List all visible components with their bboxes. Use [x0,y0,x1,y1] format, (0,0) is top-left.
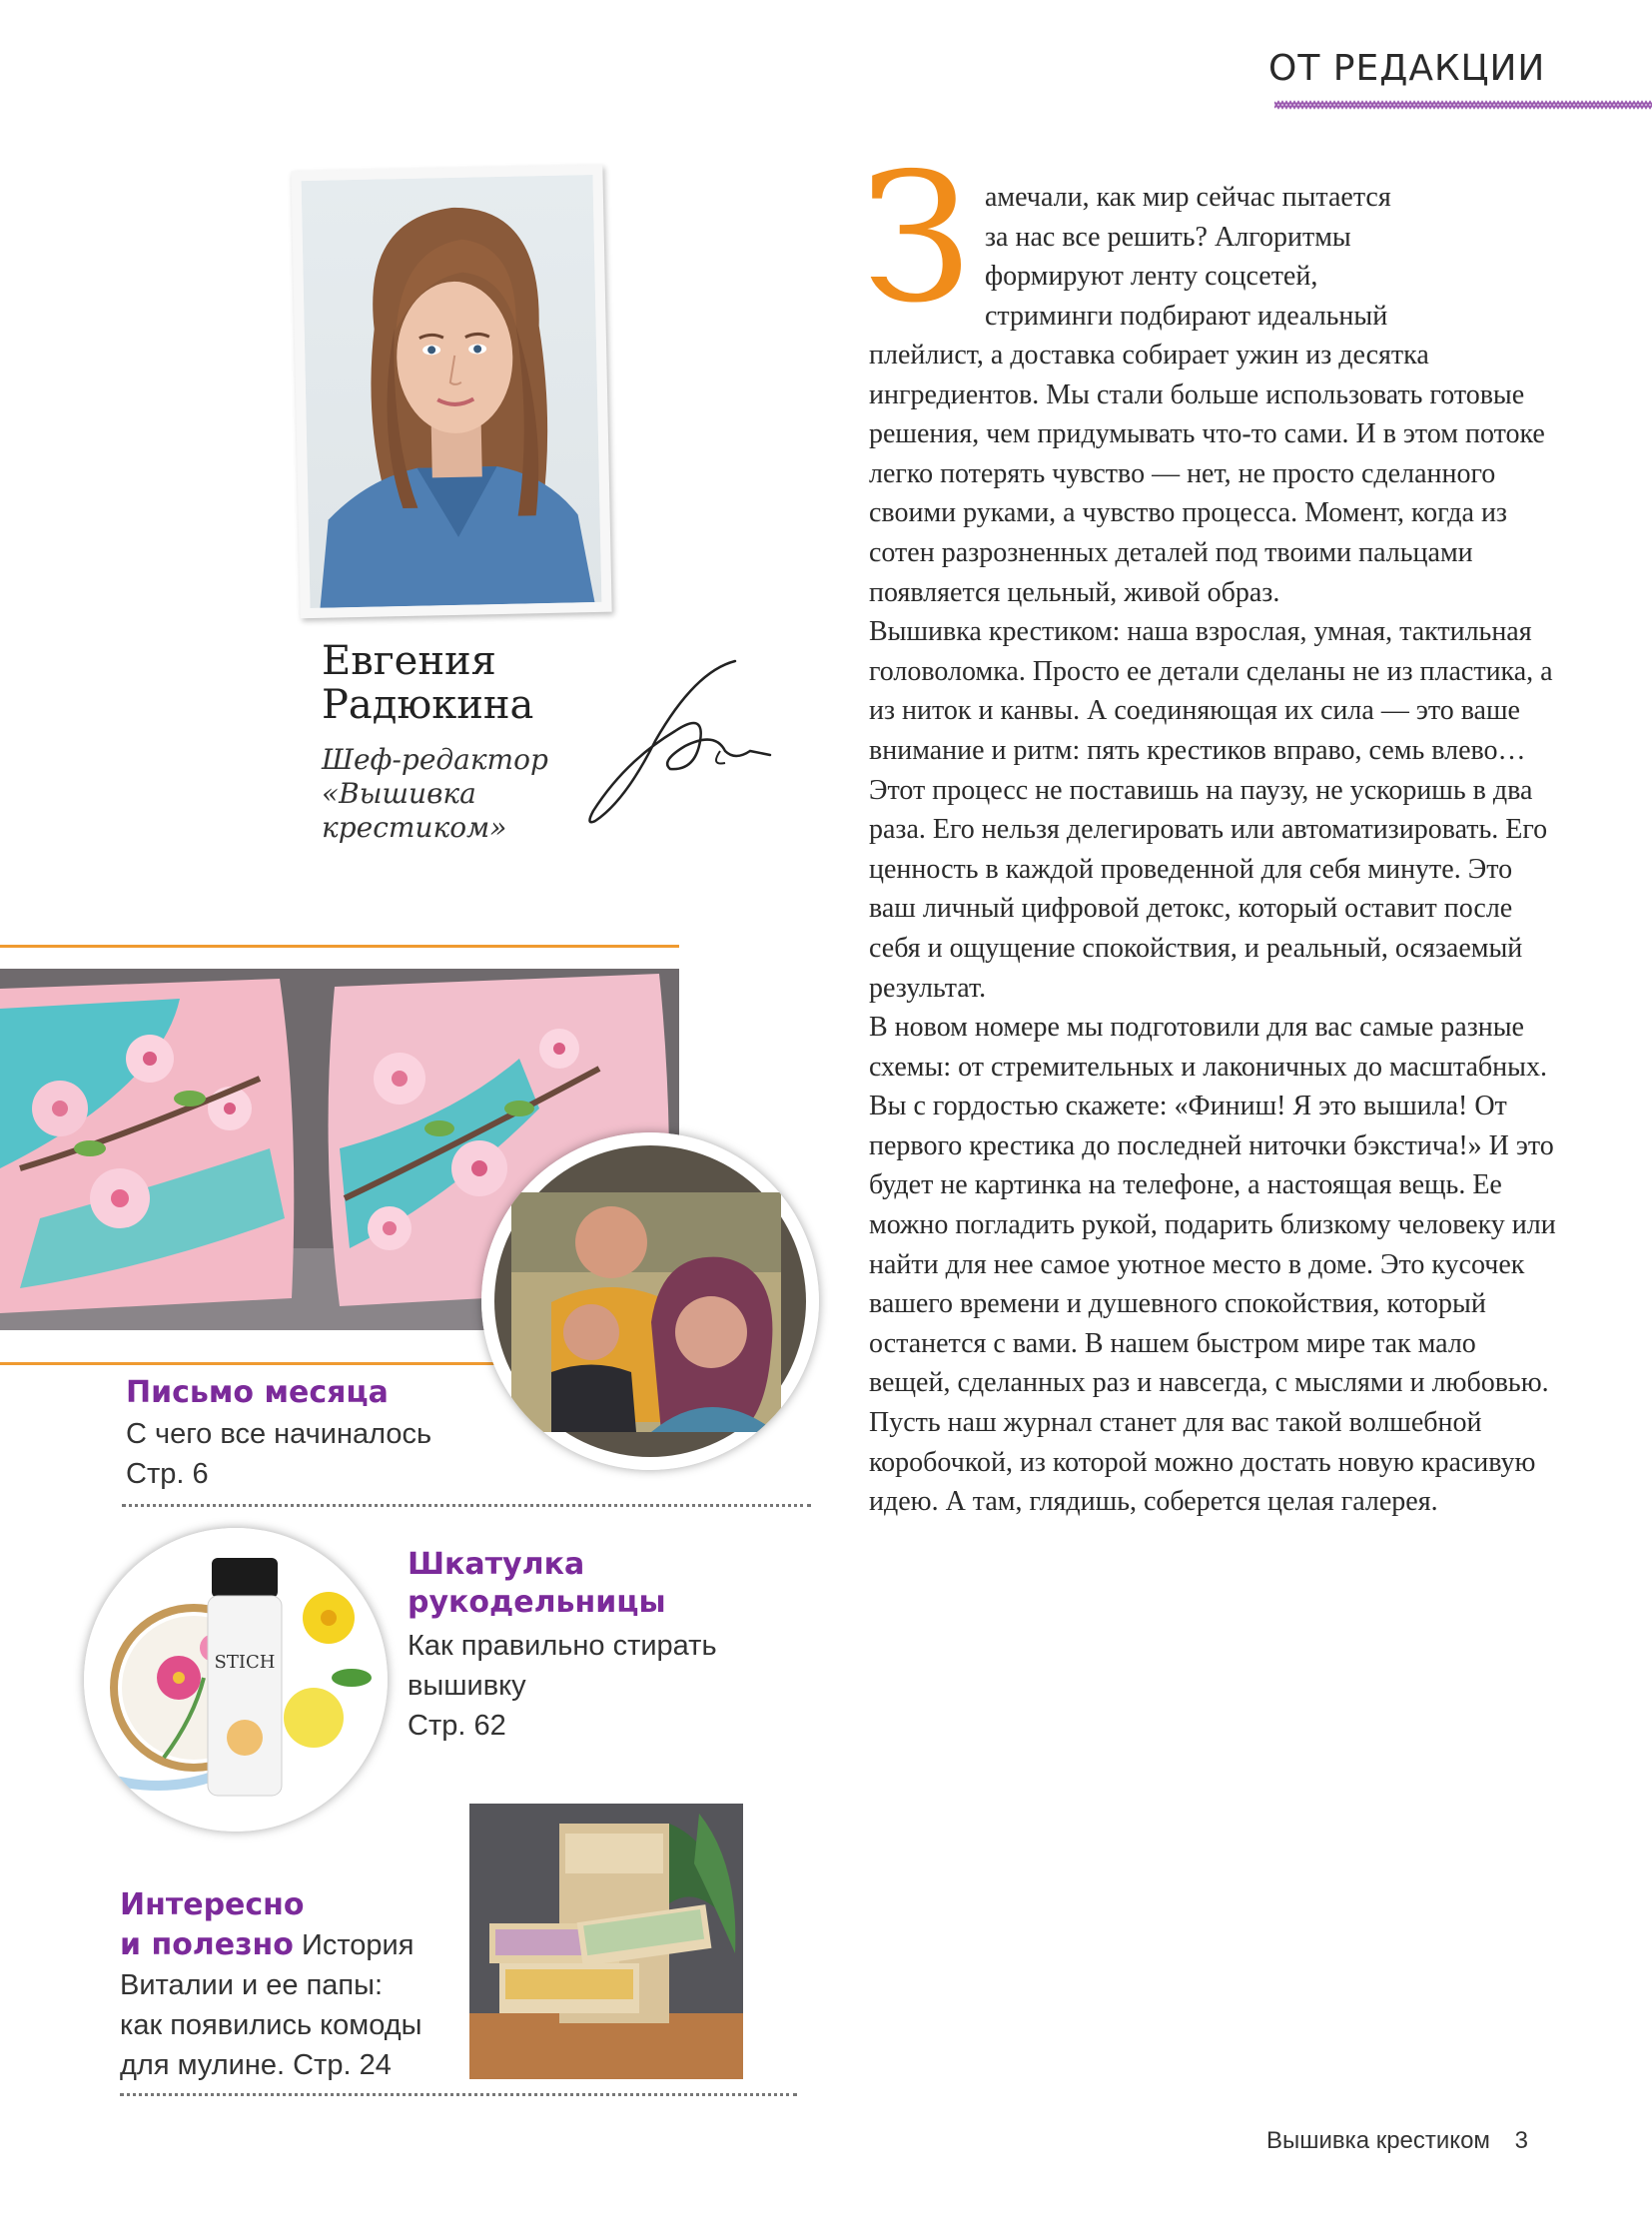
editor-photo [291,165,611,618]
item-title-line: Шкатулка [408,1547,585,1582]
family-photo [481,1132,819,1470]
item-title-letter[interactable]: Письмо месяца [126,1375,389,1410]
signature-icon [585,651,775,831]
zigzag-divider [1274,98,1652,112]
item-text-line: как появились комоды [120,2009,422,2041]
item-title-box[interactable] [408,1546,666,1622]
editor-last-name: Радюкина [322,682,534,728]
item-page-interesting[interactable]: для мулине. Стр. 24 [120,2049,392,2081]
item-title-interesting[interactable]: и полезно [120,1927,294,1962]
drop-cap: З [861,135,972,342]
editor-role-line: «Вышивка [322,777,476,810]
article-paragraph: Вышивка крестиком: наша взрослая, умная, тактильная головоломка. Просто ее детали сделаны не из пластика, а из ниток и канвы. А соединяющая их сила — это ваше внимание и ритм: пять крестиков вправо, семь влево… Этот процесс не поставишь на паузу, не ускоришь в два раза. Его нельзя делегировать или автоматизировать. Его ценность в каждой проведенной для себя минуте. Это ваш личный цифровой детокс, который оставит после себя и ощущение спокойствия, и реальный, осязаемый результат. [869,616,1553,1004]
item-page-box[interactable]: Стр. 62 [408,1710,506,1742]
dotted-divider [122,1504,811,1507]
article-line: формируют ленту соцсетей, [985,261,1318,293]
dotted-divider [120,2093,797,2096]
item-text-line: Как правильно стирать [408,1630,717,1662]
article-body [869,336,1558,1522]
drawers-photo [469,1804,743,2079]
section-title: ОТ РЕДАКЦИИ [1268,48,1546,89]
washing-product-photo [84,1528,388,1832]
item-title-line: рукодельницы [408,1585,666,1620]
article-line: стриминги подбирают идеальный [985,300,1388,332]
article-line: за нас все решить? Алгоритмы [985,221,1351,253]
editor-role-line: крестиком» [322,811,507,844]
editor-role-line: Шеф-редактор [322,743,548,776]
editor-role [322,743,548,845]
editor-first-name: Евгения [322,638,496,684]
item-text-line: История [301,1929,414,1961]
article-paragraph: Пусть наш журнал станет для вас такой волшебной коробочкой, из которой можно достать новую красивую идею. А там, глядишь, соберется целая галерея. [869,1407,1536,1518]
product-bottle-icon [84,1528,388,1832]
item-interesting [120,1885,459,2085]
bottle-label: STICH [214,1652,276,1673]
article-paragraph: плейлист, а доставка собирает ужин из десятка ингредиентов. Мы стали больше использовать готовые решения, чем придумывать что-то сами. И в этом потоке легко потерять чувство — нет, не просто сделанного своими руками, а чувство процесса. Момент, когда из сотен разрозненных деталей под твоими пальцами появляется цельный, живой образ. [869,340,1545,608]
editor-name [322,639,533,727]
item-title-interesting[interactable]: Интересно [120,1887,305,1922]
article-line: амечали, как мир сейчас пытается [985,182,1391,213]
editor-portrait-icon [302,175,602,608]
magazine-name: Вышивка крестиком [1266,2127,1490,2154]
page-footer [1266,2127,1528,2155]
item-text-box [408,1626,717,1746]
item-text-line: Виталии и ее папы: [120,1969,384,2001]
item-text-line: вышивку [408,1670,526,1702]
article-paragraph: В новом номере мы подготовили для вас самые разные схемы: от стремительных и лаконичных до масштабных. Вы с гордостью скажете: «Финиш! Я это вышила! От первого крестика до последней ниточки бэкстича!» И это будет не картинка на телефоне, а настоящая вещь. Ее можно погладить рукой, подарить близкому человеку или найти для нее самое уютное место в доме. Это кусочек вашего времени и душевного спокойствия, который останется с вами. В нашем быстром мире так мало вещей, сделанных раз и навсегда, с мыслями и любовью. [869,1012,1556,1399]
family-embroidery-icon [481,1132,819,1470]
item-subtitle-letter: С чего все начиналось [126,1418,432,1450]
article-intro [985,178,1544,336]
item-page-letter[interactable]: Стр. 6 [126,1458,209,1490]
page-number: 3 [1514,2127,1528,2154]
orange-divider-top [0,945,679,948]
